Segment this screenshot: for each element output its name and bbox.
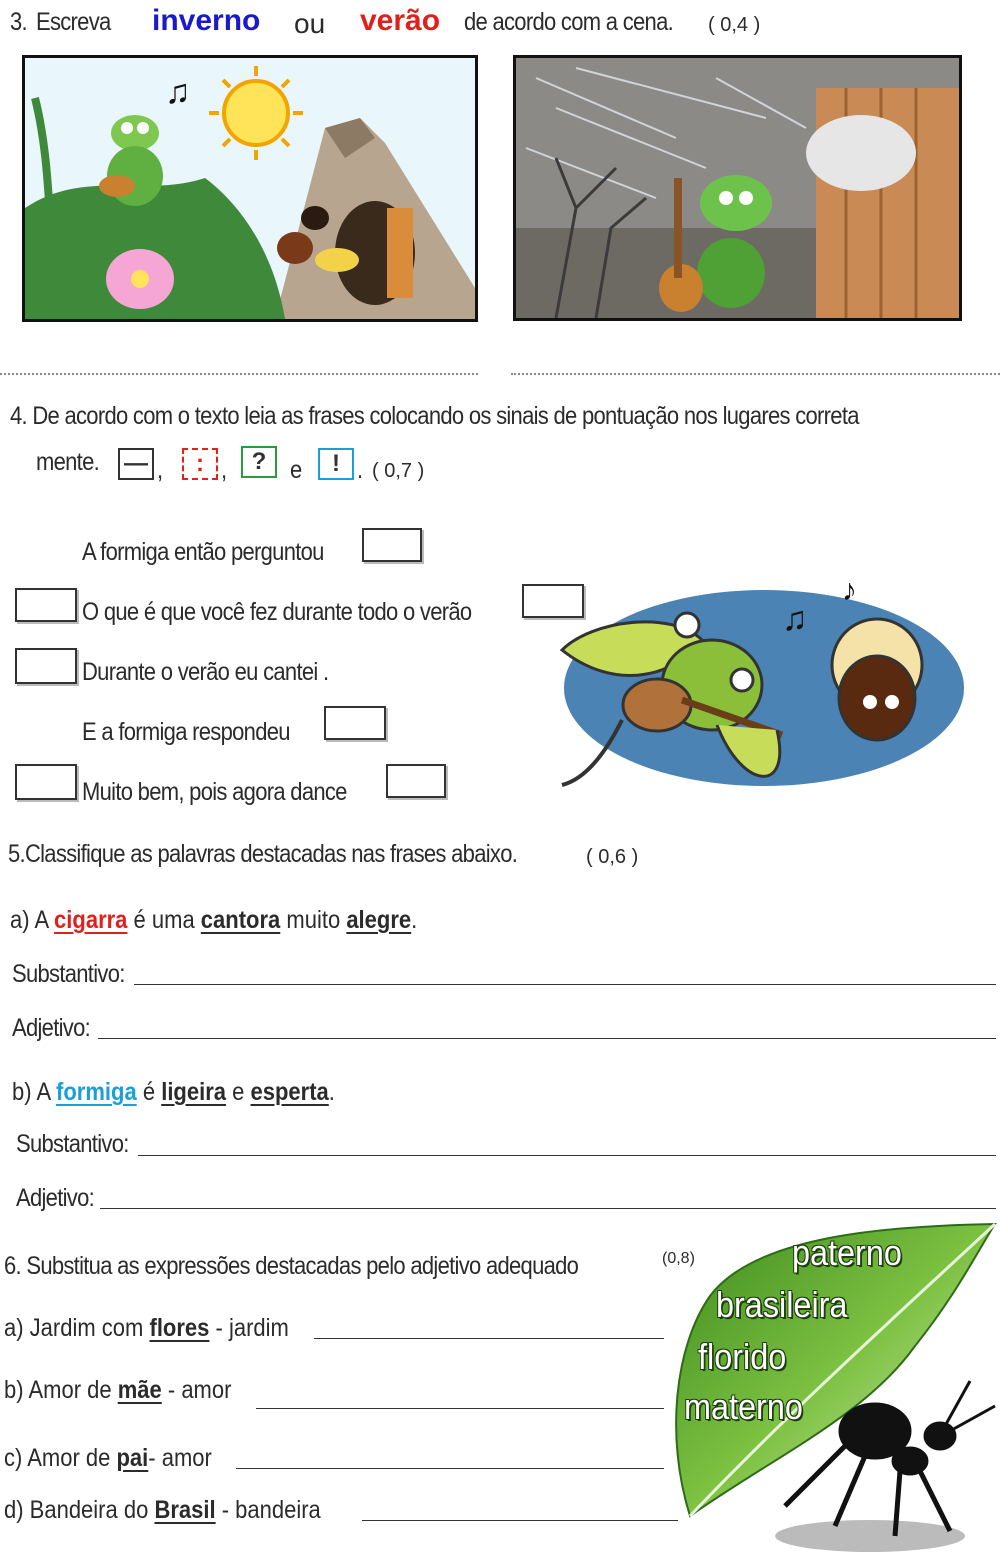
q6-title: 6. Substitua as expressões destacadas pelo adjetivo adequado [4,1252,579,1280]
q4-instruction-line2: mente. [36,448,100,476]
q4-sentence-2: O que é que você fez durante todo o verão [82,598,472,626]
q6b-pre: b) Amor de [4,1376,112,1404]
cricket-body [697,238,765,308]
q5a-word-cantora: cantora [200,906,281,934]
q6-score: (0,8) [662,1250,695,1267]
q6-item-d [4,1496,321,1525]
q6a-post: - jardim [209,1314,289,1342]
q5b-adj-answer-line[interactable] [100,1208,996,1209]
colon-symbol: : [182,448,218,480]
music-note-icon-2: ♪ [842,574,857,607]
q5a-mid2: muito [286,906,341,934]
q5b-adj-label: Adjetivo: [16,1184,95,1212]
guitar-icon [99,175,135,197]
q3-answer-line-left[interactable] [0,373,478,375]
door-icon [387,208,413,298]
q4-sentence-1: A formiga então perguntou [82,538,324,566]
q4-sentence-4: E a formiga respondeu [82,718,290,746]
leaf-word-materno: materno [684,1386,803,1427]
q6c-word: pai [116,1444,149,1472]
ant-body [277,232,313,264]
q5b-noun-label: Substantivo: [16,1130,129,1158]
punctuation-box-6[interactable] [15,764,77,800]
q5a-adj-label: Adjetivo: [12,1014,91,1042]
q3-word-verao: verão [360,4,441,37]
cricket-ant-illustration [552,570,972,805]
music-note-icon: ♫ [782,600,808,638]
punctuation-box-5[interactable] [324,706,386,740]
q4-joiner: e [290,456,302,484]
q6-item-c [4,1444,212,1473]
q6d-post: - bandeira [215,1496,321,1524]
q5b-word-esperta: esperta [250,1078,329,1106]
punctuation-box-7[interactable] [386,764,446,798]
q6d-answer-line[interactable] [362,1520,678,1521]
q3-word-inverno: inverno [152,4,261,37]
summer-scene-image [22,55,478,322]
q5b-mid2: e [232,1078,245,1106]
ant-bundle [315,248,359,272]
dash-symbol: — [118,448,154,480]
q6a-word: flores [149,1314,210,1342]
question-symbol: ? [241,446,277,478]
punctuation-box-1[interactable] [362,528,422,562]
q3-score: ( 0,4 ) [708,14,761,36]
ant-shadow [775,1520,965,1552]
q6b-word: mãe [117,1376,162,1404]
q6-item-a [4,1314,289,1343]
q5a-mid1: é uma [133,906,195,934]
q5b-prefix: b) A [12,1078,50,1106]
q3-lead: Escreva [36,8,111,36]
punctuation-box-2[interactable] [15,588,77,622]
q5b-end: . [328,1078,335,1106]
q6b-answer-line[interactable] [256,1408,664,1409]
q6d-word: Brasil [154,1496,216,1524]
q5a-adj-answer-line[interactable] [98,1038,996,1039]
q5b-noun-answer-line[interactable] [138,1155,996,1156]
q6b-post: - amor [161,1376,232,1404]
q3-instruction-tail: de acordo com a cena. [464,8,674,36]
q5-sentence-a [10,906,417,935]
wind-cloud-icon [806,115,916,191]
q6d-pre: d) Bandeira do [4,1496,149,1524]
q3-answer-line-right[interactable] [511,373,1000,375]
guitar-icon [623,679,691,731]
q6c-answer-line[interactable] [236,1468,664,1469]
q5a-word-alegre: alegre [346,906,412,934]
q6c-pre: c) Amor de [4,1444,111,1472]
q6-item-b [4,1376,231,1405]
q5a-end: . [411,906,418,934]
q4-sentence-3: Durante o verão eu cantei . [82,658,329,686]
q4-score: ( 0,7 ) [372,460,425,482]
punctuation-box-4[interactable] [15,648,77,684]
q5b-word-ligeira: ligeira [161,1078,227,1106]
comma-1: , [157,456,163,484]
summer-scene-illustration [25,58,475,319]
q6a-pre: a) Jardim com [4,1314,144,1342]
winter-scene-illustration [516,58,959,318]
q5-score: ( 0,6 ) [586,846,639,868]
q5-sentence-b [12,1078,335,1107]
q5b-word-formiga: formiga [56,1078,137,1106]
cricket-head [700,175,772,231]
sun-icon [224,81,288,145]
leaf-word-florido: florido [698,1336,787,1377]
q4-instruction-line1: 4. De acordo com o texto leia as frases colocando os sinais de pontuação nos lugares correta [10,402,859,430]
q6a-answer-line[interactable] [314,1338,664,1339]
q5a-prefix: a) A [10,906,48,934]
q5a-noun-answer-line[interactable] [134,984,996,985]
cricket-head [111,115,159,151]
period: . [357,456,363,484]
music-note-icon: ♫ [165,73,191,111]
q5a-word-cigarra: cigarra [54,906,128,934]
winter-scene-image [513,55,962,321]
q3-connector: ou [294,8,326,39]
q3-number: 3. [10,8,27,36]
leaf-word-paterno: paterno [792,1232,902,1273]
comma-2: , [221,456,227,484]
q4-sentence-5: Muito bem, pois agora dance [82,778,347,806]
leaf-word-brasileira: brasileira [716,1284,848,1325]
q5a-noun-label: Substantivo: [12,960,125,988]
exclamation-symbol: ! [318,448,354,480]
q6c-post: - amor [148,1444,212,1472]
q5-title: 5.Classifique as palavras destacadas nas frases abaixo. [8,840,518,868]
ant-head [301,206,329,230]
ant-body [839,656,915,740]
q5b-mid1: é [142,1078,156,1106]
